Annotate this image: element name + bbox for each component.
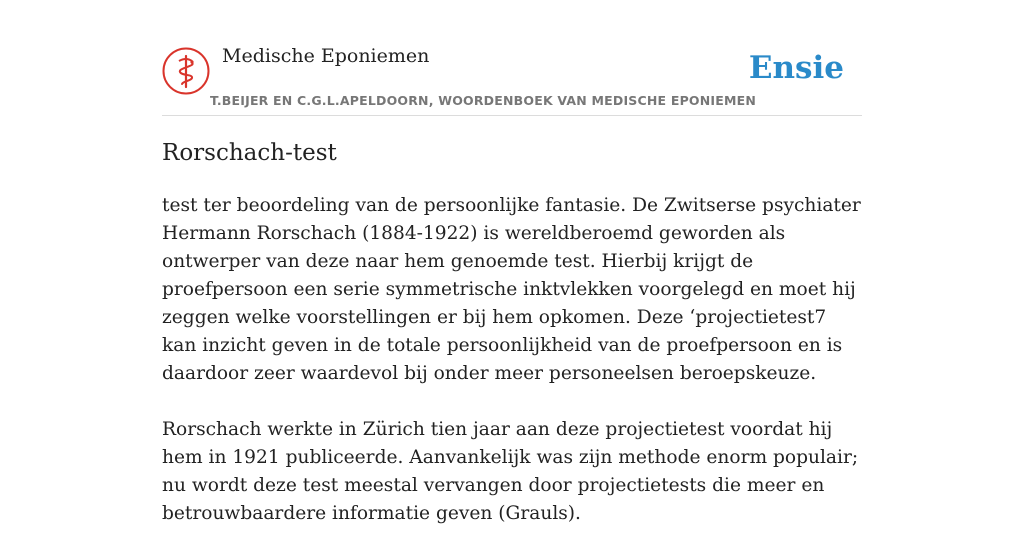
book-title[interactable]: Medische Eponiemen	[222, 45, 430, 67]
content-container	[162, 0, 862, 524]
brand-logo[interactable]: Ensie	[748, 50, 844, 86]
book-subtitle: T.BEIJER EN C.G.L.APELDOORN, WOORDENBOEK VAN MEDISCHE EPONIEMEN	[210, 93, 757, 108]
entry-title: Rorschach-test	[162, 140, 337, 166]
header	[162, 0, 862, 116]
entry-paragraph: Rorschach werkte in Zürich tien jaar aan deze projectietest voordat hij hem in 1921 publiceerde. Aanvankelijk was zijn methode enorm populair; nu wordt deze test meestal vervangen door projectietests die meer en betrouwbaardere informatie geven (Grauls).	[162, 419, 859, 524]
entry-body	[162, 192, 862, 556]
entry-paragraph: test ter beoordeling van de persoonlijke fantasie. De Zwitserse psychiater Hermann Rorschach (1884-1922) is wereldberoemd geworden als ontwerper van deze naar hem genoemde test. Hierbij krijgt de proefpersoon een serie symmetrische inktvlekken voorgelegd en moet hij zeggen welke voorstellingen er bij hem opkomen. Deze ‘projectietest7 kan inzicht geven in de totale persoonlijkheid van de proefpersoon en is daardoor zeer waardevol bij onder meer personeelsen beroepskeuze.	[162, 195, 861, 384]
caduceus-icon[interactable]	[162, 47, 210, 95]
